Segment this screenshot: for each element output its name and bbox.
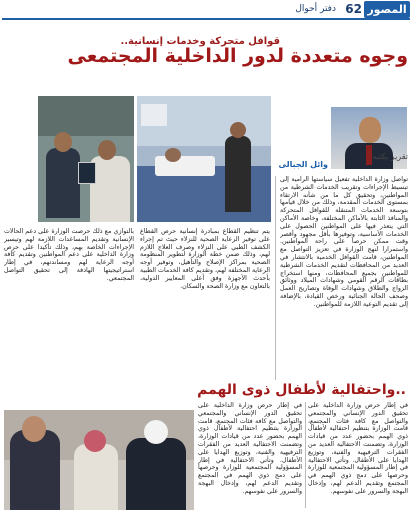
sub-headline: ..واحتفالية لأطفال ذوى الهمم — [197, 382, 406, 398]
author-name: وائل الجبالى — [278, 160, 328, 169]
article-column-3: يتم تنظيم القطاع بمبادرة إنسانية حرص القطاع على توفير الرعاية الصحية للنزلاء حيث تم إجراء الكشف الطبي على النزلاء وصرف العلاج اللازم لهم، وذلك ضمن خطة الوزارة لتطوير المنظومة الصحية بمراكز الإصلاح والتأهيل، وتوفير أوجه الرعاية المختلفة لهم، وتقديم كافة الخدمات الطبية بأحدث الأجهزة وفق أعلى المعايير الدولية، بالتعاون مع وزارة الصحة والسكان. — [140, 228, 270, 290]
article-headline: وجوه متعددة لدور الداخلية المجتمعى — [67, 45, 408, 67]
section-name: دفتر أحوال — [295, 4, 336, 14]
column-divider-bottom — [305, 402, 306, 508]
header-divider — [2, 18, 410, 20]
column-divider — [275, 176, 276, 380]
article-column-4: بالتوازي مع ذلك حرصت الوزارة على دعم الحالات الإنسانية وتقديم المساعدات اللازمة لهم وتيسير الإجراءات الخاصة بهم، وذلك تأكيدا على حرص وزارة الداخلية على دعم المواطنين وتقديم كافة أوجه الرعاية لهم ومساندتهم، في إطار استراتيجيتها الهادفة إلى تحقيق التواصل المجتمعي. — [4, 228, 134, 282]
report-label: تقرير يكتبه — [372, 152, 408, 161]
author-face — [359, 117, 381, 143]
article-column-2: في إطار حرص وزارة الداخلية على تحقيق الدور الإنساني والمجتمعي والتواصل مع كافة فئات المجتمع، قامت الوزارة بتنظيم احتفالية لأطفال ذوي الهمم بحضور عدد من قيادات الوزارة، وتضمنت الاحتفالية العديد من الفقرات الترفيهية والفنية، وتوزيع الهدايا على الأطفال. وتأتي الاحتفالية في إطار المسؤولية المجتمعية للوزارة وحرصها على دمج ذوي الهمم في المجتمع وتقديم الدعم لهم، وإدخال البهجة والسرور على نفوسهم. — [308, 402, 408, 495]
article-kicker: قوافل متحركة وخدمات إنسانية.. — [120, 36, 280, 47]
page-number: 62 — [345, 2, 362, 16]
photo-hospital-visit — [137, 96, 271, 222]
page-header — [0, 0, 412, 18]
photo-tablet-visit — [38, 96, 134, 222]
photo-children-event — [4, 410, 194, 510]
magazine-logo: المصور — [364, 1, 410, 18]
article-column-2b: في إطار حرص وزارة الداخلية على تحقيق الدور الإنساني والمجتمعي والتواصل مع كافة فئات المجتمع، قامت الوزارة بتنظيم احتفالية لأطفال ذوي الهمم بحضور عدد من قيادات الوزارة، وتضمنت الاحتفالية العديد من الفقرات الترفيهية والفنية، وتوزيع الهدايا على الأطفال. وتأتي الاحتفالية في إطار المسؤولية المجتمعية للوزارة وحرصها على دمج ذوي الهمم في المجتمع وتقديم الدعم لهم، وإدخال البهجة والسرور على نفوسهم. — [198, 402, 302, 495]
article-column-1: تواصل وزارة الداخلية تفعيل سياستها الرامية إلى تبسيط الإجراءات وتقريب الخدمات الشرطية من المواطنين، وتحقيق كل ما من شأنه الارتقاء بمستوى الخدمات المقدمة، وذلك من خلال قيامها بتوسعة الخدمات المتنقلة للقوافل المتحركة والمنافذ الثابتة بالأماكن المختلفة، وخاصة الأماكن التي يتعذر فيها على المواطنين الحصول على الخدمات الأساسية، وتوفيرها بأقل مجهود وأقصر وقت ممكن حرصا على راحة المواطنين. واستمرارا لنهج الوزارة في تعزيز التواصل مع المواطنين، قامت القوافل الخدمية بالانتشار في العديد من المحافظات لتقديم الخدمات الشرطية للمواطنين بجميع المحافظات، ومنها استخراج بطاقات الرقم القومي وشهادات الميلاد ووثائق الزواج والطلاق وشهادات الوفاة وتصاريح العمل وصحف الحالة الجنائية ورخص القيادة، بالإضافة إلى تقديم التوعية اللازمة للمواطنين. — [280, 176, 408, 308]
